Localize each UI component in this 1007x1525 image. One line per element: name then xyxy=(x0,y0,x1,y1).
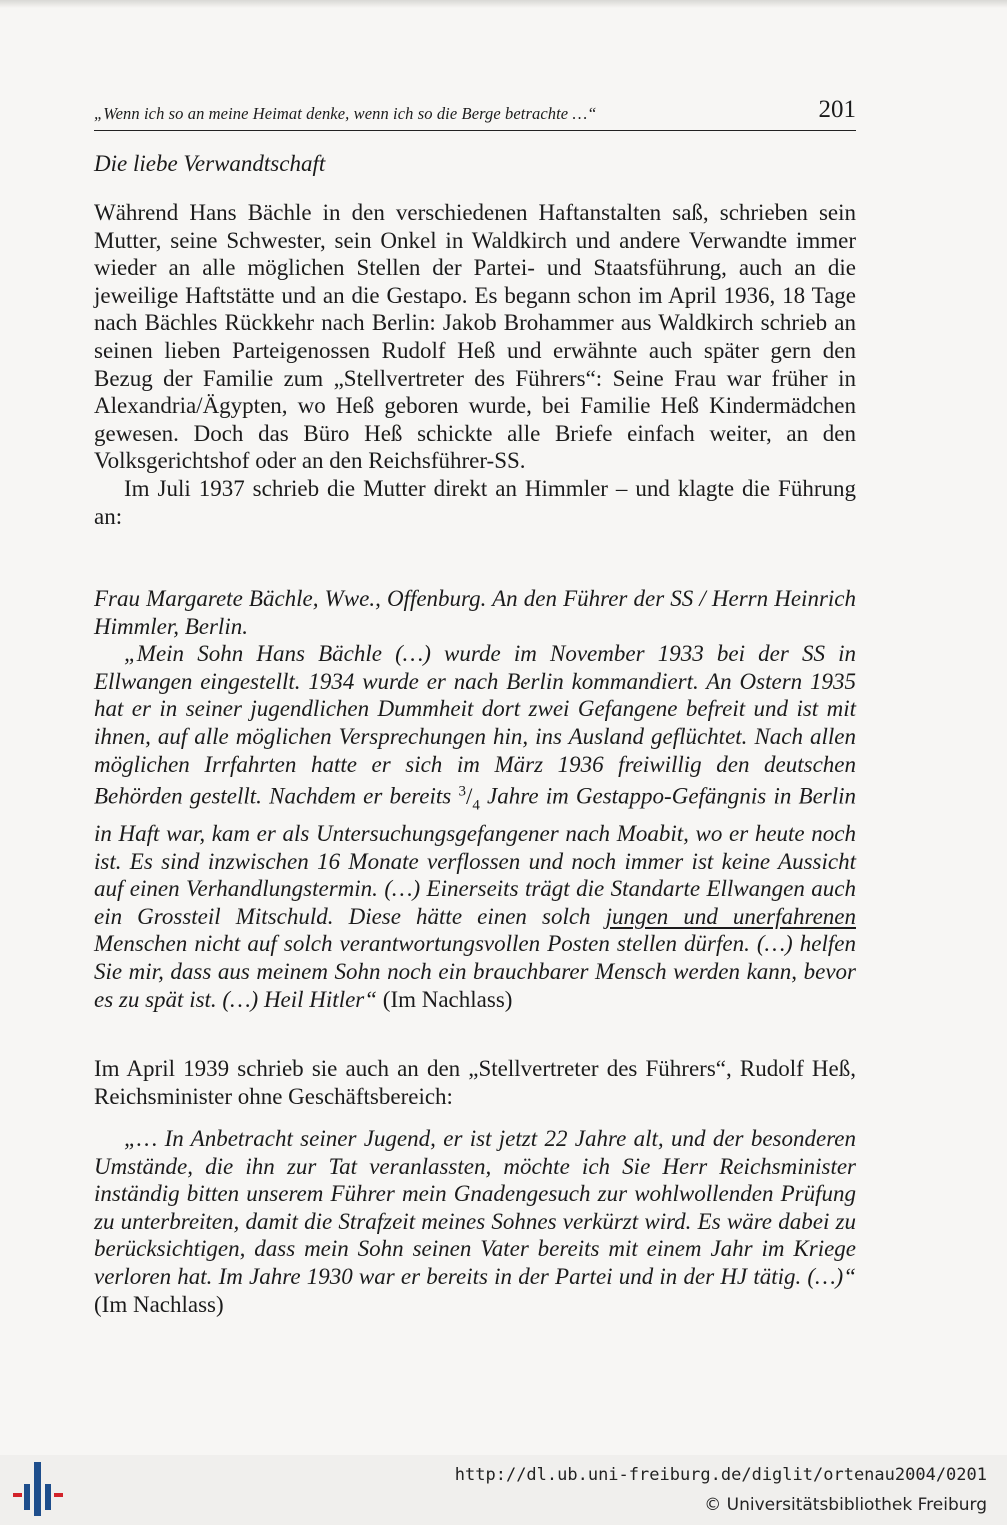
letter-2-quote xyxy=(94,1125,856,1318)
letter-1-quote-part1: „Mein Sohn Hans Bächle (…) wurde im November 1933 bei der SS in Ellwangen eingestellt. 1934 wurde er nach Berlin kommandiert. An Ostern 1935 hat er in seiner jugendlichen Dummheit dort zwei Gefangene befreit und ist mit ihnen, auf alle möglichen Versprechungen hin, ins Ausland geflüchtet. Nach allen möglichen Irrfahrten hatte er sich im März 1936 freiwillig den deutschen Behörden gestellt. Nachdem er bereits xyxy=(94,641,856,809)
fraction-denominator: 4 xyxy=(472,797,480,814)
paragraph-3: Im April 1939 schrieb sie auch an den „Stellvertreter des Führers“, Rudolf Heß, Reichsminister ohne Geschäftsbereich: xyxy=(94,1056,856,1109)
fraction-slash: / xyxy=(465,783,473,809)
page-number: 201 xyxy=(818,96,856,123)
paragraph-3-block xyxy=(94,1055,856,1110)
running-header xyxy=(94,96,856,131)
library-logo-icon xyxy=(12,1460,64,1518)
fraction-numerator: 3 xyxy=(458,783,466,800)
letter-1-source: (Im Nachlass) xyxy=(377,986,513,1012)
paragraph-1: Während Hans Bächle in den verschiedenen Haftanstalten saß, schrieben sein Mutter, seine Schwester, sein Onkel in Waldkirch und andere Verwandte immer wieder an alle möglichen Stellen der Partei- und Staatsführung, auch an die jeweilige Haftstätte und an die Gestapo. Es begann schon im April 1936, 18 Tage nach Bächles Rückkehr nach Berlin: Jakob Brohammer aus Waldkirch schrieb an seinen lieben Parteigenossen Rudolf Heß und erwähnte auch später gern den Bezug der Familie zum „Stellvertreter des Führers“: Seine Frau war früher in Alexandria/Ägypten, wo Heß geboren wurde, bei Familie Heß Kindermädchen gewesen. Doch das Büro Heß schickte alle Briefe einfach weiter, an den Volksgerichtshof oder an den Reichsführer-SS. xyxy=(94,200,856,474)
section-title-block xyxy=(94,150,856,178)
page-top-edge xyxy=(0,0,1007,8)
letter-1-address: Frau Margarete Bächle, Wwe., Offenburg. An den Führer der SS / Herrn Heinrich Himmler, Berlin. xyxy=(94,586,856,639)
letter-1-quote-part3: Menschen nicht auf solch verantwortungsvollen Posten stellen dürfen. (…) helfen Sie mir, dass aus meinem Sohn noch ein brauchbarer Mensch werden kann, bevor es zu spät ist. (…) Heil Hitler“ xyxy=(94,931,856,1012)
letter-2-source: (Im Nachlass) xyxy=(94,1291,224,1317)
letter-2 xyxy=(94,1125,856,1318)
section-title: Die liebe Verwandtschaft xyxy=(94,151,326,176)
paragraph-2: Im Juli 1937 schrieb die Mutter direkt an Himmler – und klagte die Führung an: xyxy=(94,475,856,529)
running-title: „Wenn ich so an meine Heimat denke, wenn ich so die Berge betrachte …“ xyxy=(94,104,597,123)
letter-1 xyxy=(94,585,856,1013)
letter-1-quote-part2: Jahre im Gestappo-Gefängnis in Berlin in Haft war, kam er als Untersuchungsgefangener nach Moabit, wo er heute noch ist. Es sind inzwischen 16 Monate verflossen und noch immer ist keine Aussicht auf einen Verhandlungstermin. (…) Einerseits trägt die Standarte Ellwangen auch ein Grossteil Mitschuld. Diese hätte einen solch xyxy=(94,783,857,929)
fraction xyxy=(458,783,480,814)
source-url-link[interactable]: http://dl.ub.uni-freiburg.de/diglit/ortenau2004/0201 xyxy=(454,1465,987,1485)
intro-text xyxy=(94,199,856,530)
letter-1-quote xyxy=(94,640,856,1013)
viewer-footer xyxy=(0,1455,1007,1525)
underlined-phrase: jungen und unerfahrenen xyxy=(605,903,856,929)
letter-2-quote-text: „… In Anbetracht seiner Jugend, er ist jetzt 22 Jahre alt, und der besonderen Umstände, die ihn zur Tat veranlassten, möchte ich Sie Herr Reichsminister inständig bitten unserem Führer mein Gnadengesuch zur wohlwollenden Prüfung zu unterbreiten, damit die Strafzeit meines Sohnes verkürzt wird. Es wäre dabei zu berücksichtigen, dass mein Sohn seinen Vater bereits mit einem Jahr im Kriege verloren hat. Im Jahre 1930 war er bereits in der Partei und in der HJ tätig. (…)“ xyxy=(94,1126,856,1289)
copyright-notice: © Universitätsbibliothek Freiburg xyxy=(704,1495,987,1515)
